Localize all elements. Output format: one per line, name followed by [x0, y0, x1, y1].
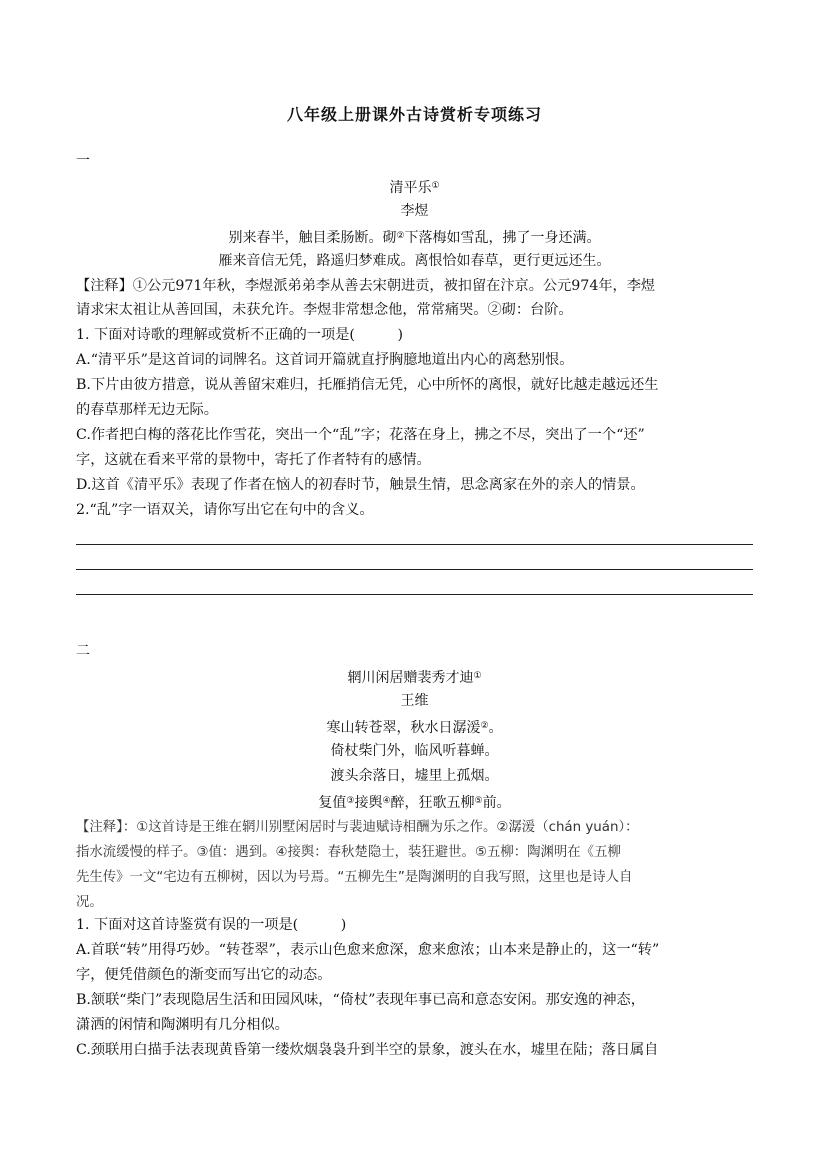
answer-line[interactable]	[76, 569, 753, 570]
poem-title-1: 清平乐①	[389, 180, 440, 196]
poem-line: 复值③接舆④醉，狂歌五柳⑤前。	[318, 795, 511, 811]
section-number-1: 一	[76, 153, 90, 169]
annotation-line: 【注释】①公元971年秋，李煜派弟弟李从善去宋朝进贡，被扣留在汴京。公元974年，李煜	[76, 278, 656, 294]
page-title: 八年级上册课外古诗赏析专项练习	[286, 105, 542, 124]
question-line: A.首联“转”用得巧妙。“转苍翠”，表示山色愈来愈深，愈来愈浓；山本来是静止的，这一“转”	[76, 942, 660, 958]
question-line: 1. 下面对这首诗鉴赏有误的一项是( )	[76, 917, 347, 933]
poem-line: 寒山转苍翠，秋水日潺湲②。	[326, 720, 503, 736]
question-line: 1. 下面对诗歌的理解或赏析不正确的一项是( )	[76, 327, 404, 343]
poem-line: 倚杖柴门外，临风听暮蝉。	[330, 743, 499, 759]
question-line: A.“清平乐”是这首词的词牌名。这首词开篇就直抒胸臆地道出内心的离愁别恨。	[76, 352, 574, 368]
annotation-line: 请求宋太祖让从善回国，未获允许。李煜非常想念他，常常痛哭。②砌：台阶。	[76, 302, 573, 318]
question-line: 字，便凭借颜色的渐变而写出它的动态。	[76, 967, 332, 983]
annotation-line: 况。	[76, 895, 103, 910]
section-number-2: 二	[76, 643, 90, 659]
annotation-line: 指水流缓慢的样子。③值：遇到。④接舆：春秋楚隐士，装狂避世。⑤五柳：陶渊明在《五柳	[76, 845, 621, 860]
annotation-line: 先生传》一文“宅边有五柳树，因以为号焉。“五柳先生”是陶渊明的自我写照，这里也是诗人自	[76, 870, 633, 885]
poem-author-1: 李煜	[400, 203, 429, 219]
question-line: 潇洒的闲情和陶渊明有几分相似。	[76, 1017, 289, 1033]
poem-author-2: 王维	[400, 693, 429, 709]
answer-line[interactable]	[76, 544, 753, 545]
question-line: C.颈联用白描手法表现黄昏第一缕炊烟袅袅升到半空的景象，渡头在水，墟里在陆；落日属自	[76, 1042, 659, 1058]
poem-title-2: 辋川闲居赠裴秀才迪①	[347, 670, 482, 686]
question-line: B.颔联“柴门”表现隐居生活和田园风味，“倚杖”表现年事已高和意态安闲。那安逸的神态，	[76, 992, 645, 1008]
question-line: D.这首《清平乐》表现了作者在恼人的初春时节，触景生情，思念离家在外的亲人的情景。	[76, 477, 645, 493]
question-line: 的春草那样无边无际。	[76, 402, 218, 418]
poem-line: 别来春半，触目柔肠断。砌②下落梅如雪乱，拂了一身还满。	[228, 230, 601, 246]
poem-line: 雁来音信无凭，路遥归梦难成。离恨恰如春草，更行更远还生。	[218, 253, 611, 269]
question-line: C.作者把白梅的落花比作雪花，突出一个“乱”字；花落在身上，拂之不尽，突出了一个“还”	[76, 427, 645, 443]
question-line: B.下片由彼方措意，说从善留宋难归，托雁捎信无凭，心中所怀的离恨，就好比越走越远还生	[76, 377, 659, 393]
annotation-line: 【注释】：①这首诗是王维在辋川别墅闲居时与裴迪赋诗相酬为乐之作。②潺湲（chán yuán）：	[76, 820, 639, 835]
question-line: 2.“乱”字一语双关，请你写出它在句中的含义。	[76, 502, 374, 518]
answer-line[interactable]	[76, 594, 753, 595]
poem-line: 渡头余落日，墟里上孤烟。	[330, 768, 499, 784]
question-line: 字，这就在看来平常的景物中，寄托了作者特有的感情。	[76, 452, 431, 468]
